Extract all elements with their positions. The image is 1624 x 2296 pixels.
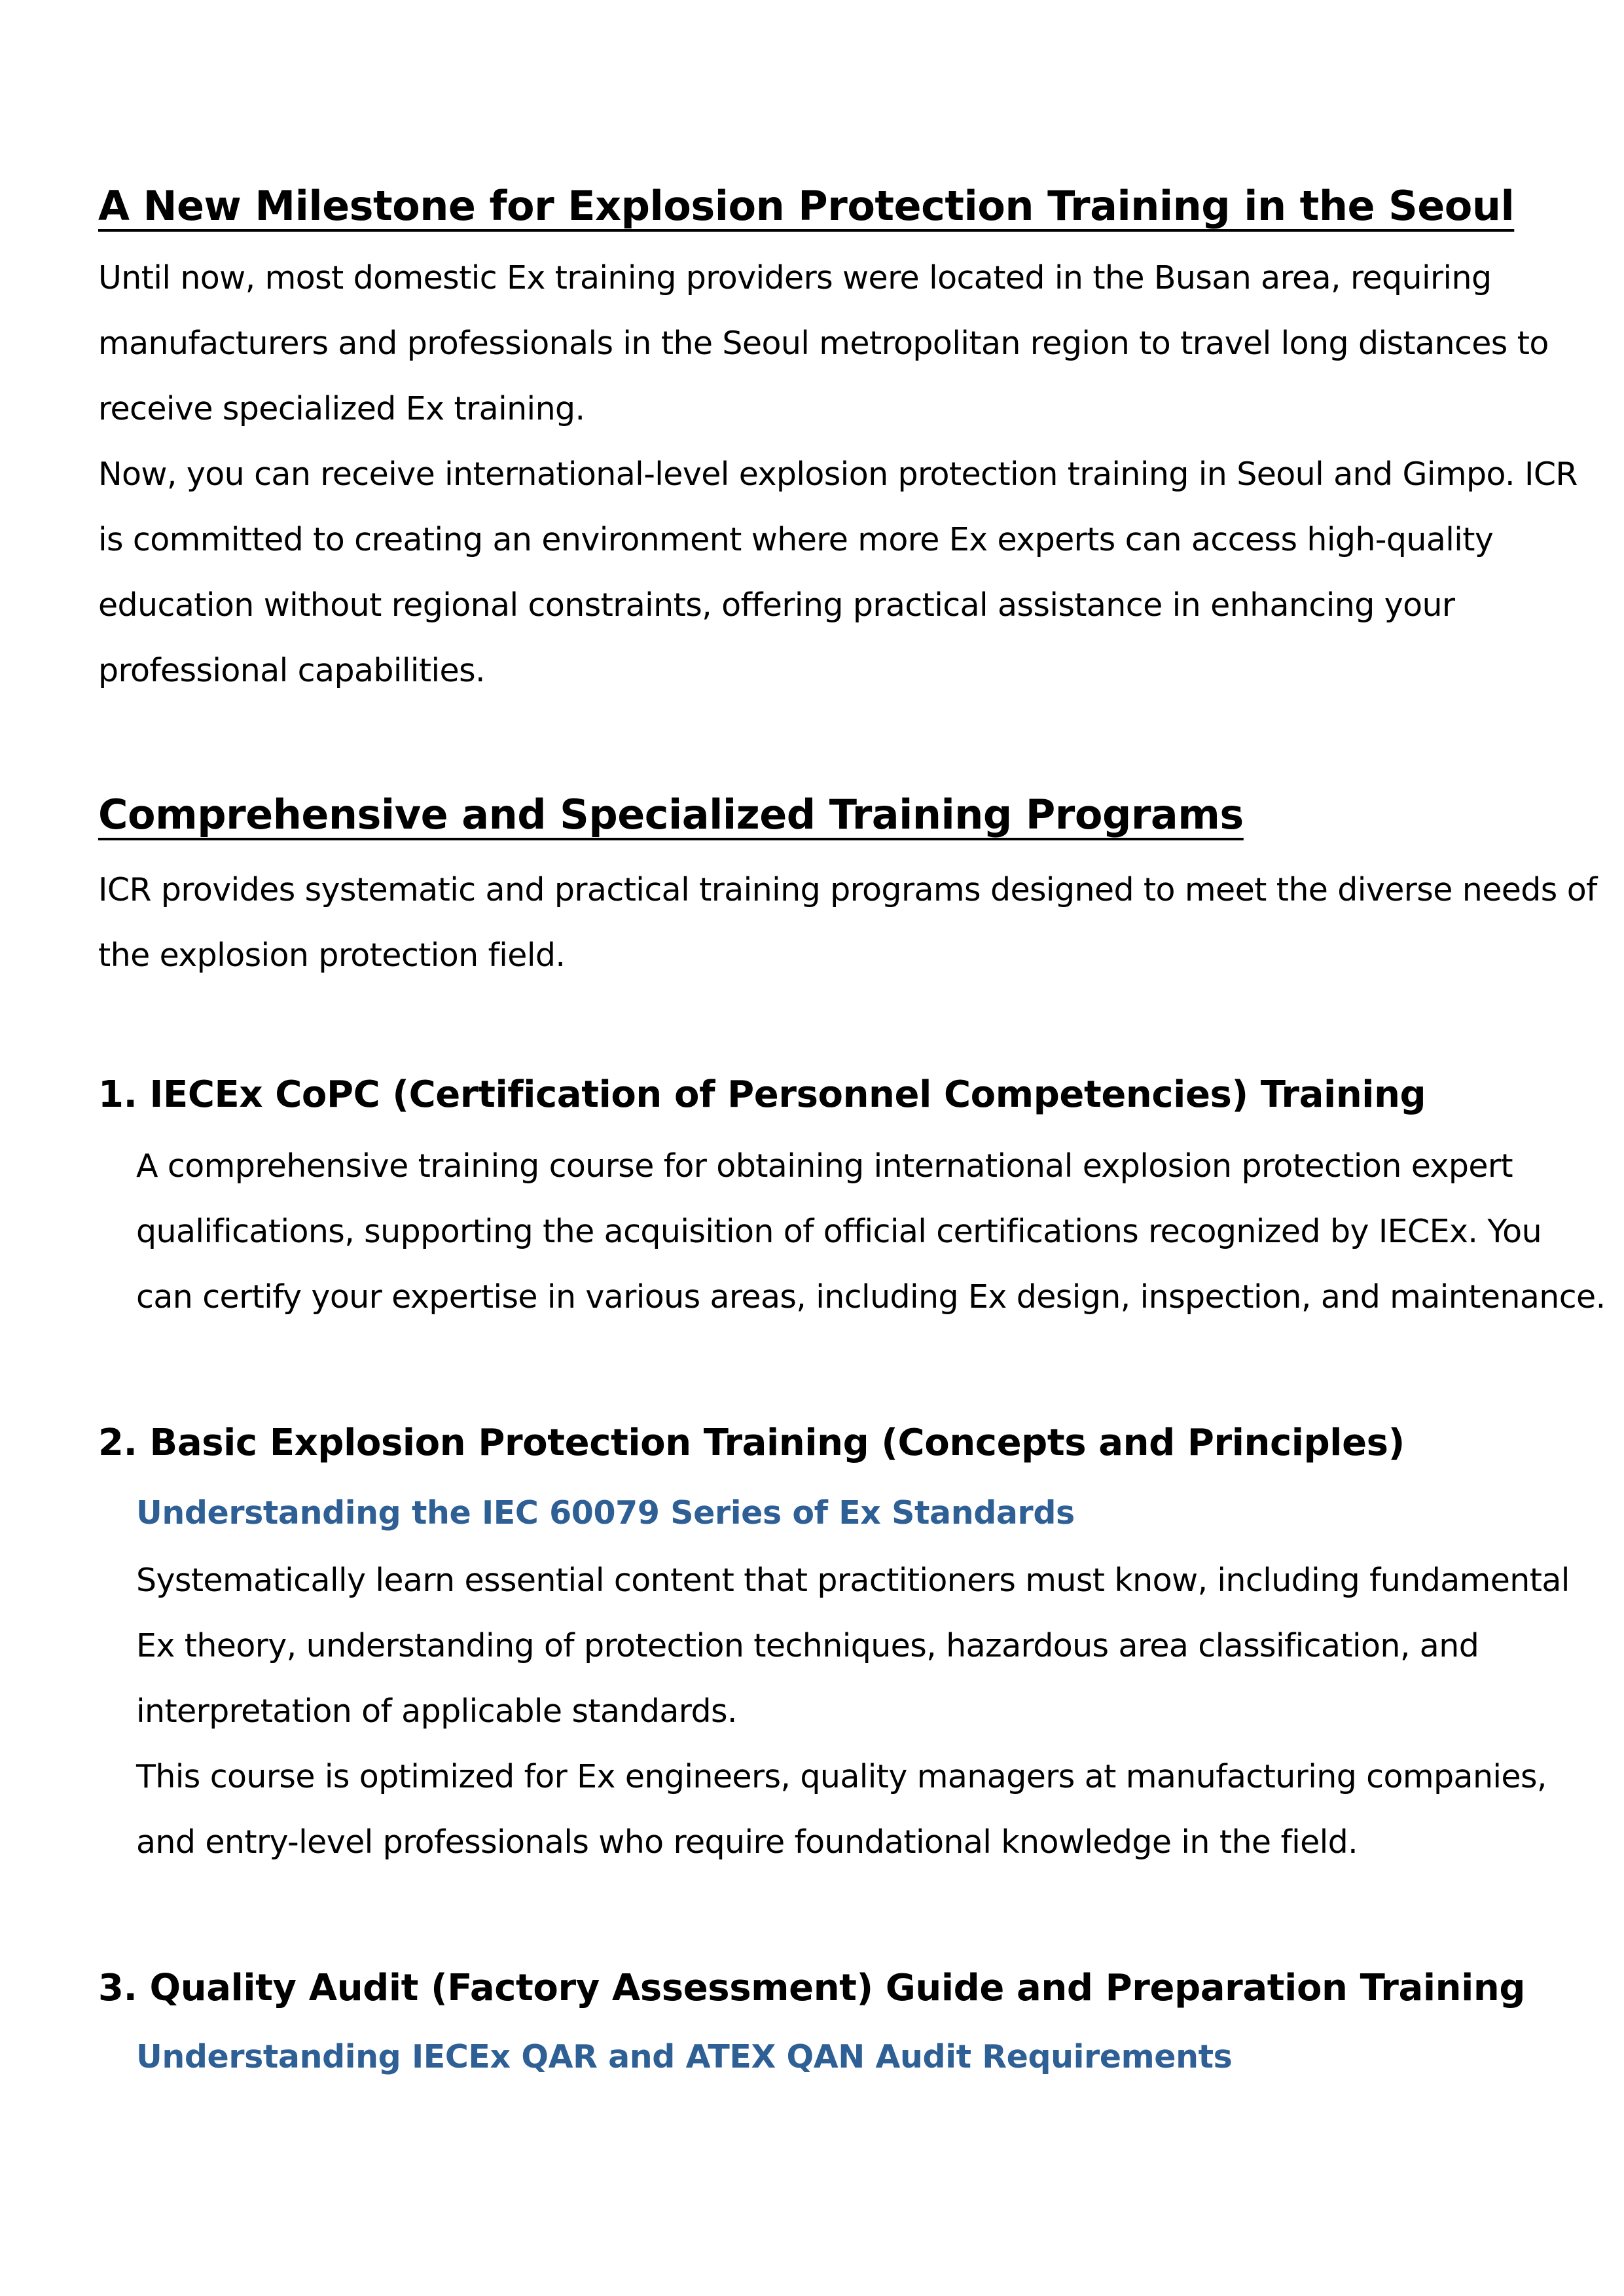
- paragraph-line: This course is optimized for Ex engineers, quality managers at manufacturing companies,: [136, 1758, 1547, 1795]
- paragraph-line: Now, you can receive international-level explosion protection training in Seoul and Gimpo. ICR: [98, 456, 1578, 493]
- paragraph-line: can certify your expertise in various areas, including Ex design, inspection, and maintenance.: [136, 1278, 1606, 1316]
- paragraph-line: the explosion protection field.: [98, 937, 566, 974]
- paragraph-line: receive specialized Ex training.: [98, 390, 585, 427]
- paragraph-line: Until now, most domestic Ex training providers were located in the Busan area, requiring: [98, 259, 1492, 296]
- paragraph-line: qualifications, supporting the acquisition of official certifications recognized by IECEx. You: [136, 1213, 1542, 1250]
- paragraph-line: is committed to creating an environment where more Ex experts can access high-quality: [98, 521, 1494, 558]
- program-subheading-3: Understanding IECEx QAR and ATEX QAN Audit Requirements: [136, 2038, 1233, 2075]
- paragraph-line: ICR provides systematic and practical training programs designed to meet the diverse needs of: [98, 871, 1597, 908]
- paragraph-line: A comprehensive training course for obtaining international explosion protection expert: [136, 1147, 1513, 1185]
- program-subheading-2: Understanding the IEC 60079 Series of Ex Standards: [136, 1494, 1075, 1532]
- paragraph-line: Ex theory, understanding of protection techniques, hazardous area classification, and: [136, 1627, 1479, 1664]
- paragraph-line: Systematically learn essential content that practitioners must know, including fundamental: [136, 1562, 1570, 1599]
- section-heading-programs: Comprehensive and Specialized Training Programs: [98, 791, 1244, 838]
- program-heading-2: 2. Basic Explosion Protection Training (Concepts and Principles): [98, 1422, 1405, 1464]
- paragraph-line: education without regional constraints, offering practical assistance in enhancing your: [98, 586, 1455, 624]
- paragraph-line: interpretation of applicable standards.: [136, 1693, 737, 1730]
- section-heading-milestone: A New Milestone for Explosion Protection Training in the Seoul: [98, 182, 1515, 230]
- program-heading-1: 1. IECEx CoPC (Certification of Personnel Competencies) Training: [98, 1073, 1426, 1116]
- paragraph-line: and entry-level professionals who require foundational knowledge in the field.: [136, 1823, 1358, 1861]
- paragraph-line: professional capabilities.: [98, 652, 485, 689]
- program-heading-3: 3. Quality Audit (Factory Assessment) Guide and Preparation Training: [98, 1967, 1526, 2009]
- paragraph-line: manufacturers and professionals in the Seoul metropolitan region to travel long distances to: [98, 325, 1549, 362]
